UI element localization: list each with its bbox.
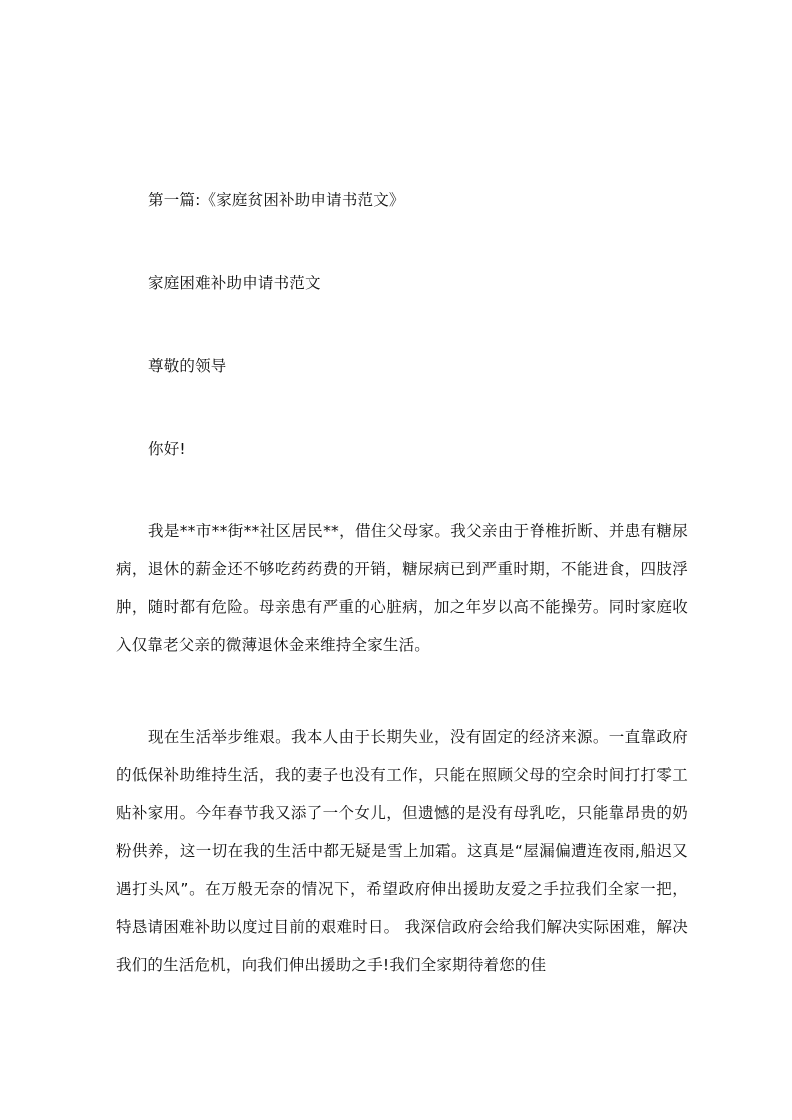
document-heading: 第一篇:《家庭贫困补助申请书范文》 — [148, 191, 405, 209]
body-paragraph-1: 我是**市**街**社区居民**，借住父母家。我父亲由于脊椎折断、并患有糖尿病，退休的薪金还不够吃药药费的开销，糖尿病已到严重时期，不能进食，四肢浮肿，随时都有危险。母亲患有严重的心脏病，加之年岁以高不能操劳。同时家庭收入仅靠老父亲的微薄退休金来维持全家生活。 — [116, 522, 688, 654]
salutation: 尊敬的领导 — [148, 357, 227, 375]
greeting: 你好! — [148, 440, 186, 458]
body-paragraph-2: 现在生活举步维艰。我本人由于长期失业，没有固定的经济来源。一直靠政府的低保补助维持生活，我的妻子也没有工作，只能在照顾父母的空余时间打打零工贴补家用。今年春节我又添了一个女儿，但遗憾的是没有母乳吃，只能靠昂贵的奶粉供养，这一切在我的生活中都无疑是雪上加霜。这真是“屋漏偏遭连夜雨,船迟又遇打头风”。在万般无奈的情况下，希望政府伸出援助友爱之手拉我们全家一把，特恳请困难补助以度过目前的艰难时日。 我深信政府会给我们解决实际困难，解决我们的生活危机，向我们伸出援助之手!我们全家期待着您的佳 — [116, 728, 688, 974]
document-title: 家庭困难补助申请书范文 — [148, 274, 321, 292]
